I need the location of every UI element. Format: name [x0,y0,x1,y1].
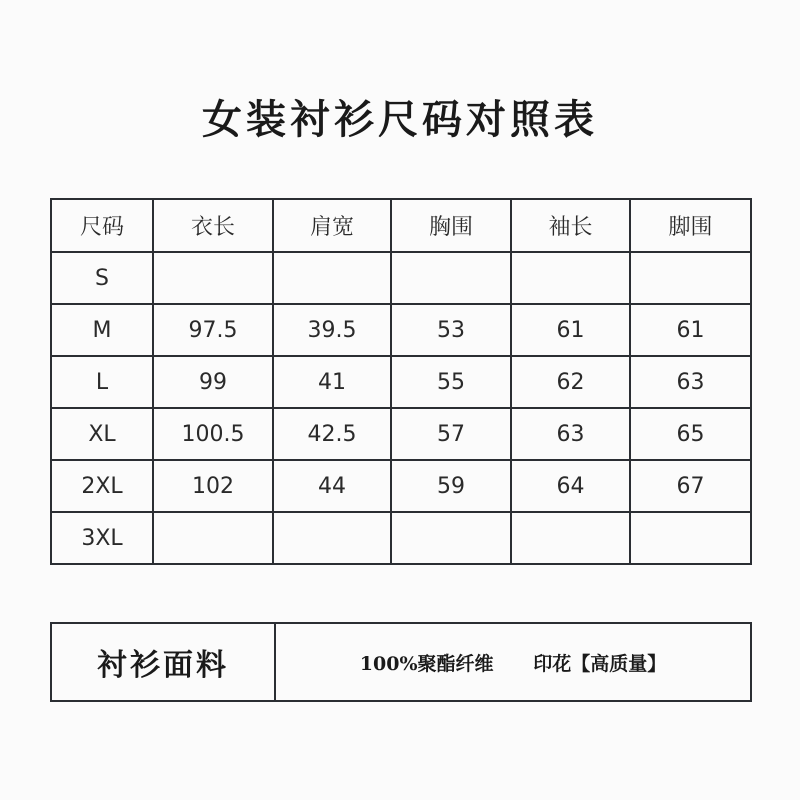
hem-cell: 67 [630,460,751,512]
size-cell: 2XL [51,460,153,512]
sleeve-cell: 63 [511,408,630,460]
bust-cell: 55 [391,356,511,408]
fabric-table [50,622,752,702]
hem-cell [630,512,751,564]
fabric-label: 衬衫面料 [51,623,275,701]
hem-cell: 61 [630,304,751,356]
hem-cell [630,252,751,304]
size-cell: M [51,304,153,356]
sleeve-cell [511,252,630,304]
sleeve-cell: 61 [511,304,630,356]
shoulder-cell [273,252,391,304]
size-cell: 3XL [51,512,153,564]
fabric-print: 印花【高质量】 [533,652,667,675]
size-table [50,198,752,565]
length-cell: 100.5 [153,408,273,460]
sleeve-cell [511,512,630,564]
bust-cell: 59 [391,460,511,512]
size-cell: XL [51,408,153,460]
shoulder-cell: 39.5 [273,304,391,356]
length-cell: 97.5 [153,304,273,356]
hem-cell: 65 [630,408,751,460]
size-cell: L [51,356,153,408]
length-cell [153,252,273,304]
sleeve-cell: 62 [511,356,630,408]
fabric-description [275,623,751,701]
table-row [51,304,751,356]
header-sleeve: 袖长 [511,199,630,252]
table-header-row [51,199,751,252]
length-cell: 102 [153,460,273,512]
header-length: 衣长 [153,199,273,252]
header-size: 尺码 [51,199,153,252]
table-row [51,356,751,408]
length-cell [153,512,273,564]
header-shoulder: 肩宽 [273,199,391,252]
header-bust: 胸围 [391,199,511,252]
fabric-row [51,623,751,701]
table-row [51,408,751,460]
fabric-spacer [494,653,534,675]
sleeve-cell: 64 [511,460,630,512]
bust-cell: 57 [391,408,511,460]
size-cell: S [51,252,153,304]
shoulder-cell: 44 [273,460,391,512]
bust-cell [391,512,511,564]
length-cell: 99 [153,356,273,408]
table-row [51,252,751,304]
bust-cell [391,252,511,304]
page-title: 女装衬衫尺码对照表 [202,96,598,143]
table-row [51,460,751,512]
shoulder-cell: 41 [273,356,391,408]
bust-cell: 53 [391,304,511,356]
shoulder-cell [273,512,391,564]
fabric-material: 100%聚酯纤维 [359,652,494,675]
header-hem: 脚围 [630,199,751,252]
hem-cell: 63 [630,356,751,408]
table-row [51,512,751,564]
shoulder-cell: 42.5 [273,408,391,460]
